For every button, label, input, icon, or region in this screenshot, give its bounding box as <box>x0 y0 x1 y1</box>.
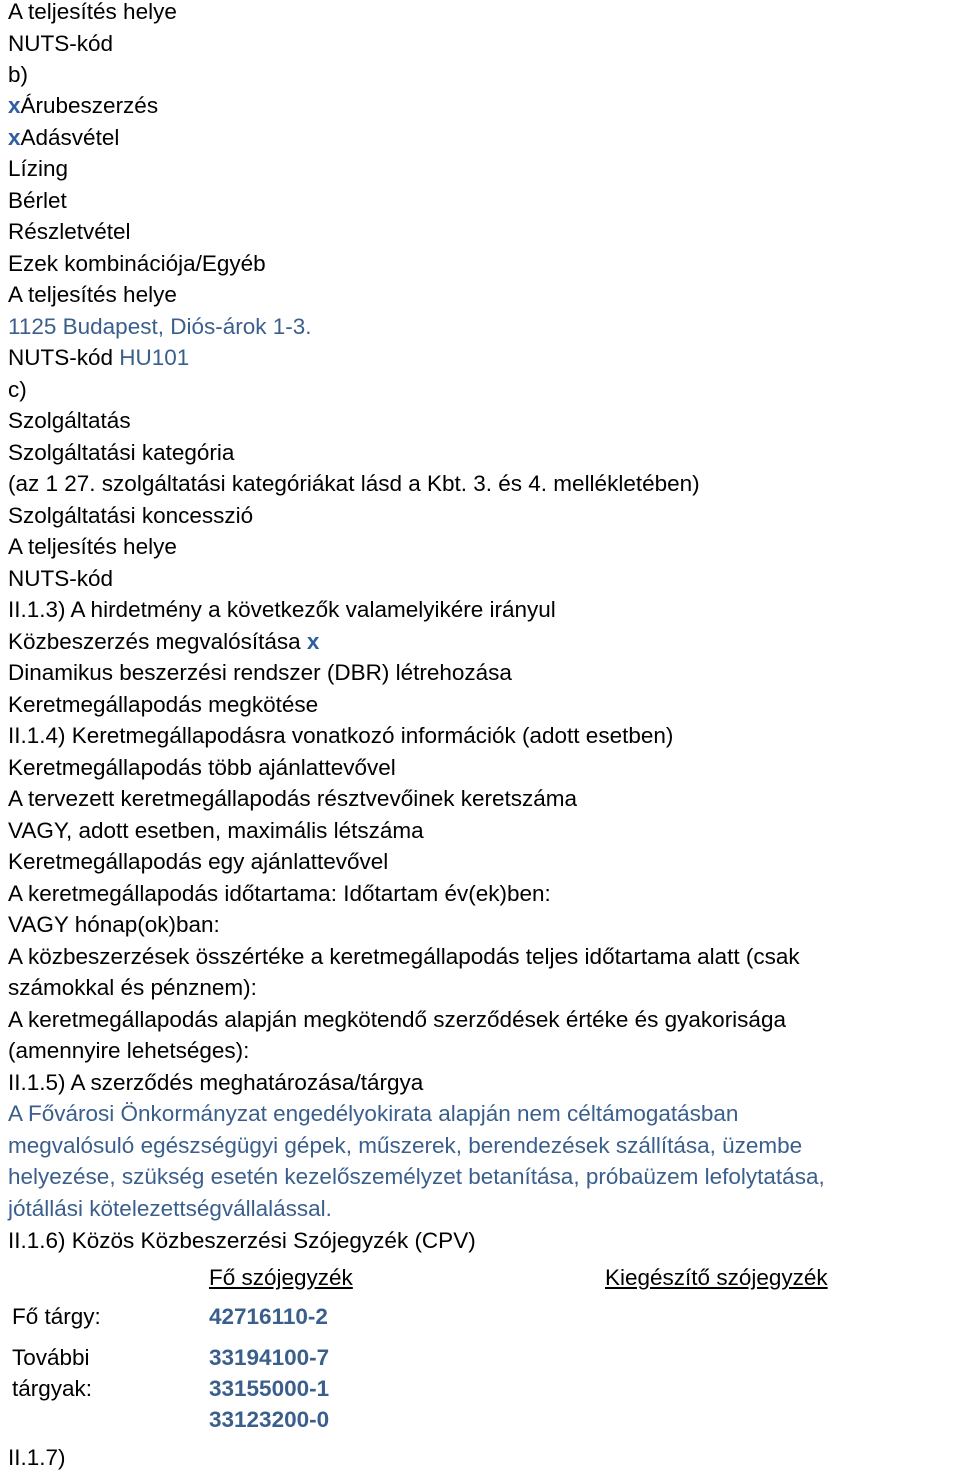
section-ii-1-5-heading: II.1.5) A szerződés meghatározása/tárgya <box>8 1070 424 1095</box>
service-category-label: Szolgáltatási kategória <box>8 440 235 465</box>
section-ii-1-3-heading: II.1.3) A hirdetmény a következők valamelyikére irányul <box>8 597 556 622</box>
cpv-other-objects-label-cont: tárgyak: <box>12 1376 93 1401</box>
checked-mark: x <box>8 125 21 150</box>
place-of-performance-label: A teljesítés helye <box>8 0 177 24</box>
cpv-main-object-label: Fő tárgy: <box>12 1304 101 1329</box>
framework-multi-label: Keretmegállapodás több ajánlattevővel <box>8 755 396 780</box>
combination-option: Ezek kombinációja/Egyéb <box>8 251 266 276</box>
leasing-option: Lízing <box>8 156 69 181</box>
place-of-performance-label: A teljesítés helye <box>8 282 177 307</box>
total-value-label-cont: számokkal és pénznem): <box>8 975 257 1000</box>
framework-duration-label: A keretmegállapodás időtartama: Időtartam év(ek)ben: <box>8 881 551 906</box>
contract-description-line: jótállási kötelezettségvállalással. <box>8 1196 332 1221</box>
cpv-main-vocabulary-header: Fő szójegyzék <box>209 1265 353 1290</box>
contract-description-line: megvalósuló egészségügyi gépek, műszerek, berendezések szállítása, üzembe <box>8 1133 803 1158</box>
place-of-performance-label: A teljesítés helye <box>8 534 177 559</box>
checked-mark: x <box>306 629 320 654</box>
nuts-code-label: NUTS-kód <box>8 566 114 591</box>
supply-label: Árubeszerzés <box>20 93 159 118</box>
nuts-code-label: NUTS-kód <box>8 31 114 56</box>
public-contract-option <box>8 628 319 656</box>
section-ii-1-7-heading: II.1.7) <box>8 1445 66 1470</box>
contract-description-line: A Fővárosi Önkormányzat engedélyokirata alapján nem céltámogatásban <box>8 1101 739 1126</box>
framework-max-label: VAGY, adott esetben, maximális létszáma <box>8 818 424 843</box>
cpv-additional-code: 33123200-0 <box>209 1407 330 1432</box>
nuts-code-row <box>8 344 189 372</box>
nuts-code-label: NUTS-kód <box>8 345 120 370</box>
cpv-main-object-code: 42716110-2 <box>209 1304 328 1329</box>
section-ii-1-6-heading: II.1.6) Közös Közbeszerzési Szójegyzék (CPV) <box>8 1228 476 1253</box>
cpv-additional-code: 33155000-1 <box>209 1376 330 1401</box>
dps-option: Dinamikus beszerzési rendszer (DBR) létrehozása <box>8 660 512 685</box>
purchase-option <box>8 124 119 152</box>
section-b-label: b) <box>8 62 29 87</box>
section-c-label: c) <box>8 377 27 402</box>
rental-option: Bérlet <box>8 188 67 213</box>
purchase-label: Adásvétel <box>20 125 120 150</box>
contract-value-label-cont: (amennyire lehetséges): <box>8 1038 250 1063</box>
services-label: Szolgáltatás <box>8 408 131 433</box>
cpv-additional-code: 33194100-7 <box>209 1345 330 1370</box>
service-concession-label: Szolgáltatási koncesszió <box>8 503 254 528</box>
framework-single-label: Keretmegállapodás egy ajánlattevővel <box>8 849 389 874</box>
supply-option <box>8 92 158 120</box>
public-contract-label: Közbeszerzés megvalósítása <box>8 629 307 654</box>
total-value-label: A közbeszerzések összértéke a keretmegállapodás teljes időtartama alatt (csak <box>8 944 800 969</box>
place-of-performance-value: 1125 Budapest, Diós-árok 1-3. <box>8 314 312 339</box>
checked-mark: x <box>8 93 21 118</box>
framework-participants-label: A tervezett keretmegállapodás résztvevőinek keretszáma <box>8 786 578 811</box>
nuts-code-value: HU101 <box>119 345 190 370</box>
framework-option: Keretmegállapodás megkötése <box>8 692 319 717</box>
contract-value-label: A keretmegállapodás alapján megkötendő szerződések értéke és gyakorisága <box>8 1007 786 1032</box>
framework-months-label: VAGY hónap(ok)ban: <box>8 912 220 937</box>
section-ii-1-4-heading: II.1.4) Keretmegállapodásra vonatkozó információk (adott esetben) <box>8 723 674 748</box>
cpv-other-objects-label: További <box>12 1345 90 1370</box>
cpv-supplementary-vocabulary-header: Kiegészítő szójegyzék <box>605 1265 828 1290</box>
service-category-note: (az 1 27. szolgáltatási kategóriákat lásd a Kbt. 3. és 4. mellékletében) <box>8 471 700 496</box>
hire-purchase-option: Részletvétel <box>8 219 131 244</box>
contract-description-line: helyezése, szükség esetén kezelőszemélyzet betanítása, próbaüzem lefolytatása, <box>8 1164 825 1189</box>
